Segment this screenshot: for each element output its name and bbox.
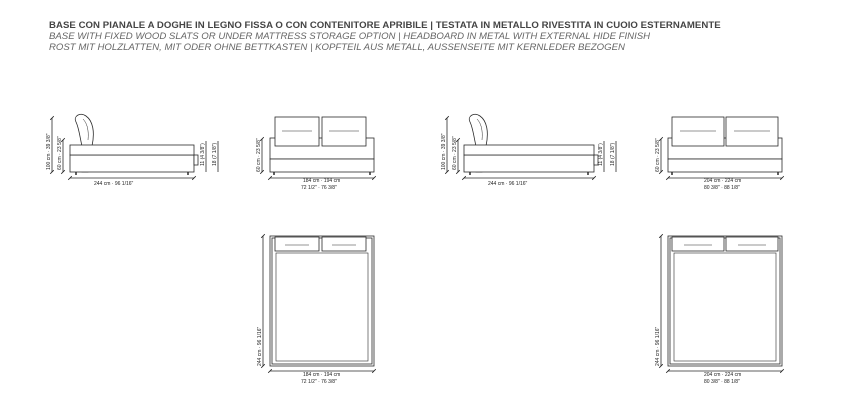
front-view-small-bed [262, 117, 374, 178]
side-view-large-bed [447, 114, 616, 178]
dim-length: 244 cm · 96 1/16" [488, 181, 528, 187]
dim-right-bottom: 18 (7 1/8") [610, 142, 616, 166]
description-english: BASE WITH FIXED WOOD SLATS OR UNDER MATTRESS STORAGE OPTION | HEADBOARD IN METAL WITH EXTERNAL HIDE FINISH [49, 31, 651, 42]
dim-width-cm: 184 cm · 194 cm [303, 372, 341, 378]
dim-right-top: 11 (4 3/8") [598, 143, 604, 166]
dim-height: 60 cm · 23 5/8" [655, 138, 661, 172]
dim-height: 60 cm · 23 5/8" [256, 138, 262, 172]
plan-view-small-bed [263, 236, 374, 371]
dim-right-bottom: 18 (7 1/8") [212, 142, 218, 166]
dim-length: 244 cm · 96 1/16" [257, 326, 263, 366]
dim-height-total: 100 cm · 39 3/8" [46, 133, 52, 170]
dim-width-in: 72 1/2" · 76 3/8" [301, 379, 337, 385]
plan-view-large-bed [661, 236, 782, 371]
dim-length: 244 cm · 96 1/16" [94, 181, 134, 187]
dim-width-in: 80 3/8" · 88 1/8" [704, 379, 740, 385]
dim-width-cm: 184 cm · 194 cm [303, 178, 341, 184]
dim-height-head: 60 cm · 23 5/8" [452, 136, 458, 170]
dim-width-cm: 204 cm · 224 cm [704, 178, 742, 184]
dim-height-head: 60 cm · 23 5/8" [57, 136, 63, 170]
dim-width-in: 72 1/2" · 76 3/8" [301, 185, 337, 191]
front-view-large-bed [661, 117, 782, 178]
dim-length: 244 cm · 96 1/16" [655, 326, 661, 366]
description-italian: BASE CON PIANALE A DOGHE IN LEGNO FISSA O CON CONTENITORE APRIBILE | TESTATA IN METALLO RIVESTITA IN CUOIO ESTERNAMENTE [49, 20, 721, 31]
dim-width-in: 80 3/8" · 88 1/8" [704, 185, 740, 191]
side-view-small-bed [52, 114, 218, 178]
dim-right-top: 11 (4 3/8") [200, 143, 206, 166]
description-german: ROST MIT HOLZLATTEN, MIT ODER OHNE BETTKASTEN | KOPFTEIL AUS METALL, AUSSENSEITE MIT KERNLEDER BEZOGEN [49, 42, 625, 53]
dim-width-cm: 204 cm · 224 cm [704, 372, 742, 378]
dim-height-total: 100 cm · 39 3/8" [441, 133, 447, 170]
